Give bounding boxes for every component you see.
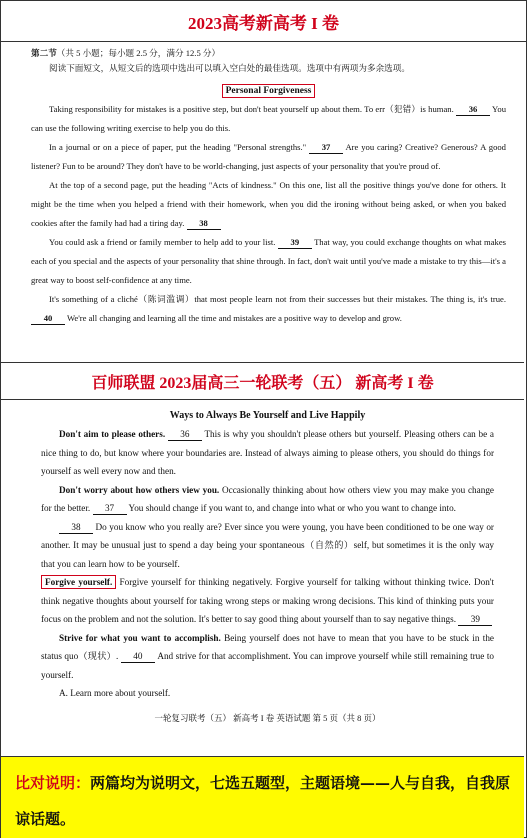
heading-strive: Strive for what you want to accomplish. [59,632,221,643]
exam1-paragraph-4 [31,233,506,290]
exam1-paragraph-2 [31,138,506,176]
note-label: 比对说明： [15,774,91,792]
exam2-paragraph-2 [41,481,494,518]
page-footer: 一轮复习联考（五） 新高考 I 卷 英语试题 第 5 页（共 8 页） [154,712,381,723]
exam1-section [1,42,524,363]
blank-37: 37 [309,141,343,154]
p1-text-b: You can use the following writing exercise to help you do this. [31,104,506,133]
p5-text-a: It's something of a cliché（陈词滥调）that most people learn not from their successes but their mistakes. The thing is, it's true. [49,294,506,304]
p2-2-text-a: Occasionally thinking about how others view you may make you change for the better. [41,484,494,513]
heading-dont-worry: Don't worry about how others view you. [59,484,220,495]
p2-1-text: This is why you shouldn't please others but yourself. Pleasing others can be a nice thing to do, but know where your boundaries are. Instead of always aiming to please others, you should do things for yourself as well every now and then. [41,429,494,476]
p4-text-a: You could ask a friend or family member to help add to your list. [49,237,276,247]
blank2-40: 40 [121,650,155,663]
option-a: A. Learn more about yourself. [59,688,171,698]
passage-title-be-yourself: Ways to Always Be Yourself and Live Happily [169,410,366,421]
blank2-39: 39 [458,613,492,626]
note-paragraph [15,765,514,837]
section-info: （共 5 小题；每小题 2.5 分，满分 12.5 分） [56,48,221,58]
exam2-paragraph-3 [41,518,494,574]
p4-text-b: That way, you could exchange thoughts on what makes each of you special and the aspects of your personality that shine through. In fact, don't wait until you've made a mistake to try this—it's a great way to boost self-confidence at any time. [31,237,507,285]
exam2-paragraph-4 [41,573,494,629]
p3-text: At the top of a second page, put the heading "Acts of kindness." On this one, list all the positive things you've done for others. It might be the time when you helped a friend with their homework, when you did the ironing without being asked, or when you baked cookies after the family had had a tiring day. [31,180,506,228]
blank-36: 36 [456,103,490,116]
exam1-paragraph-5 [31,290,506,328]
blank2-38: 38 [59,521,93,534]
p2-5-text-a: Being yourself does not have to mean that you have to be stuck in the status quo（现状）. [41,632,494,661]
instructions: 阅读下面短文，从短文后的选项中选出可以填入空白处的最佳选项。选项中有两项为多余选项。 [49,63,410,73]
blank-38: 38 [187,217,221,230]
p2-5-text-b: And strive for that accomplishment. You can improve yourself while still remaining true to yourself. [41,651,495,680]
title-2023-gaokao: 2023高考新高考 I 卷 [1,1,526,42]
blank2-36: 36 [168,428,202,441]
blank-39: 39 [278,236,312,249]
p2-text-a: In a journal or on a piece of paper, put the heading "Personal strengths." [49,142,307,152]
heading-forgive-yourself: Forgive yourself. [41,575,116,589]
exam2-section [1,400,524,757]
blank-40: 40 [31,312,65,325]
blank2-37: 37 [93,502,127,515]
heading-dont-aim: Don't aim to please others. [59,429,166,439]
exam2-paragraph-5 [41,629,494,685]
section-heading: 第二节 [31,48,57,58]
passage-title-forgiveness: Personal Forgiveness [222,84,316,98]
p2-4-text: Forgive yourself for thinking negatively. Forgive yourself for talking without thinking twice. Don't think negative thoughts about yourself for taking wrong steps or making wrong decisions. This kind of thinking puts your focus on the problem and not the solution. It's better to say good thing about yourself than to say negative things. [41,577,495,624]
p1-text-a: Taking responsibility for mistakes is a positive step, but don't beat yourself up about them. To err（犯错）is human. [49,104,454,114]
title-baishi-exam: 百师联盟 2023届高三一轮联考（五） 新高考 I 卷 [1,363,524,400]
section-header [31,46,506,61]
p5-text-b: We're all changing and learning all the time and mistakes are a positive way to develop and grow. [67,313,402,323]
p2-3-text: Do you know who you really are? Ever since you were young, you have been conditioned to be one way or another. It may be unusual just to spend a day being your spontaneous（自然的）self, but sometimes it is the only way that you can learn how to be yourself. [41,521,494,569]
comparison-note [1,757,524,838]
note-text: 两篇均为说明文，七选五题型，主题语境——人与自我，自我原谅话题。 [15,774,511,828]
exam2-paragraph-1 [41,425,494,481]
exam1-paragraph-3 [31,176,506,233]
p2-2-text-b: You should change if you want to, and change into what or who you want to change into. [128,503,456,513]
p2-text-b: Are you caring? Creative? Generous? A good listener? Fun to be around? They don't have to be world-changing, just aspects of your personality that you're proud of. [31,142,506,171]
exam1-paragraph-1 [31,100,506,138]
